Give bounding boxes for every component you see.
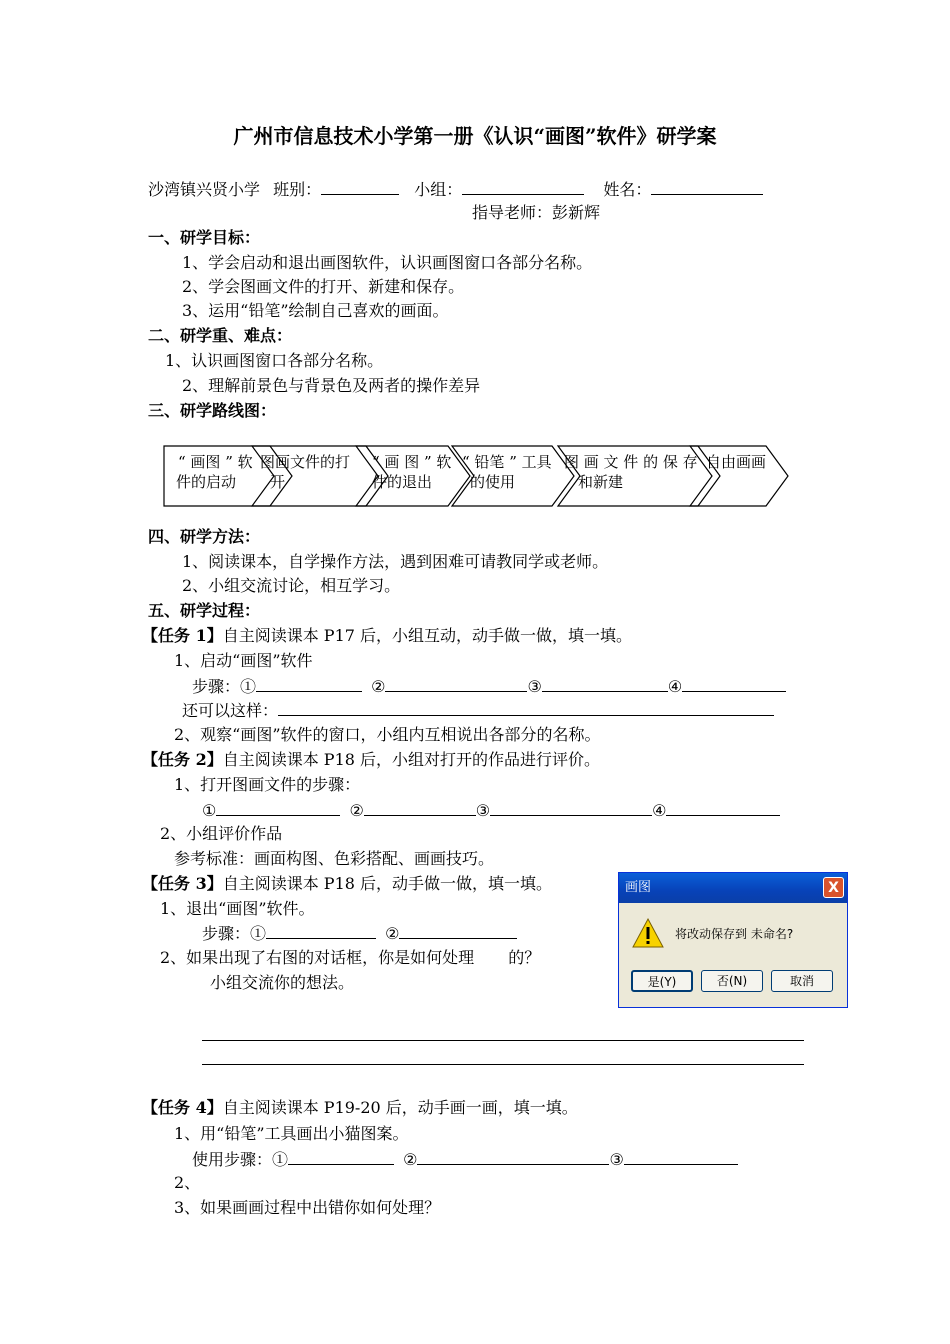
task2-step2-blank[interactable] bbox=[364, 799, 476, 816]
section2-item-2: 2、理解前景色与背景色及两者的操作差异 bbox=[182, 376, 481, 395]
task1-steps-label: 步骤： bbox=[192, 677, 241, 696]
flow-step-2-line1: 图画文件的打 bbox=[260, 453, 351, 471]
step-mark-2: ② bbox=[349, 801, 364, 820]
close-icon[interactable]: X bbox=[823, 877, 844, 898]
section1-item-3: 3、运用“铅笔”绘制自己喜欢的画面。 bbox=[182, 301, 449, 320]
step-mark-4: ④ bbox=[652, 801, 667, 820]
step-mark-2: ② bbox=[371, 677, 386, 696]
group-label: 小组： bbox=[414, 180, 463, 199]
yes-button[interactable]: 是(Y) bbox=[631, 970, 693, 992]
task1-item2: 2、观察“画图”软件的窗口，小组内互相说出各部分的名称。 bbox=[174, 725, 601, 744]
flow-step-3-line1: “ 画 图 ” 软 bbox=[372, 453, 452, 471]
section5-heading: 五、研学过程： bbox=[148, 601, 261, 620]
task3-item2 bbox=[160, 947, 540, 969]
dialog-message: 将改动保存到 未命名? bbox=[675, 927, 794, 941]
section1-item-1: 1、学会启动和退出画图软件，认识画图窗口各部分名称。 bbox=[182, 253, 593, 272]
task2-item1: 1、打开图画文件的步骤： bbox=[174, 775, 361, 794]
step-mark-2: ② bbox=[385, 924, 400, 943]
flow-step-4-line1: “ 铅笔 ” 工具 bbox=[462, 453, 552, 471]
task4-item2: 2、 bbox=[174, 1173, 201, 1192]
step-mark-4: ④ bbox=[667, 677, 683, 696]
dialog-title: 画图 bbox=[625, 880, 652, 895]
page-title: 广州市信息技术小学第一册《认识“画图”软件》研学案 bbox=[233, 124, 717, 148]
flow-step-1-line2: 件的启动 bbox=[176, 473, 237, 491]
task2-label: 【任务 2】 bbox=[142, 750, 223, 769]
task4-step1-blank[interactable] bbox=[288, 1148, 394, 1165]
section4-item-1: 1、阅读课本，自学操作方法，遇到困难可请教同学或老师。 bbox=[182, 552, 609, 571]
task4-item3: 3、如果画画过程中出错你如何处理？ bbox=[174, 1198, 441, 1217]
task4-step3-blank[interactable] bbox=[624, 1148, 738, 1165]
task1-also-blank[interactable] bbox=[278, 699, 774, 716]
name-label: 姓名： bbox=[603, 180, 652, 199]
step-mark-3: ③ bbox=[475, 801, 491, 820]
task4-text: 自主阅读课本 P19-20 后，动手画一画，填一填。 bbox=[222, 1098, 578, 1117]
task4-steps bbox=[192, 1148, 738, 1171]
task1-also-label: 还可以这样： bbox=[182, 701, 279, 720]
task2-steps bbox=[202, 799, 780, 822]
task1-text: 自主阅读课本 P17 后，小组互动，动手做一做，填一填。 bbox=[222, 626, 633, 645]
task2-text: 自主阅读课本 P18 后，小组对打开的作品进行评价。 bbox=[222, 750, 601, 769]
task1-line bbox=[142, 625, 632, 647]
step-mark-1: ① bbox=[250, 924, 267, 943]
cancel-button[interactable]: 取消 bbox=[771, 970, 833, 992]
task1-step2-blank[interactable] bbox=[385, 675, 527, 692]
step-mark-1: ① bbox=[240, 677, 257, 696]
task3-label: 【任务 3】 bbox=[142, 874, 223, 893]
flow-step-4-line2: 的使用 bbox=[470, 473, 516, 491]
task3-item2-end: 的？ bbox=[508, 948, 541, 967]
flow-step-2-line2: 开 bbox=[270, 473, 286, 491]
school-name: 沙湾镇兴贤小学 bbox=[148, 180, 261, 199]
task4-item1: 1、用“铅笔”工具画出小猫图案。 bbox=[174, 1124, 409, 1143]
step-mark-1: ① bbox=[272, 1150, 289, 1169]
task2-step3-blank[interactable] bbox=[490, 799, 652, 816]
answer-line-2[interactable] bbox=[202, 1064, 804, 1065]
task1-step4-blank[interactable] bbox=[682, 675, 786, 692]
no-button[interactable]: 否(N) bbox=[701, 970, 763, 992]
step-mark-3: ③ bbox=[527, 677, 542, 696]
task3-steps bbox=[202, 922, 517, 945]
header-line bbox=[148, 178, 763, 201]
task2-step4-blank[interactable] bbox=[666, 799, 780, 816]
route-diagram bbox=[160, 440, 800, 512]
flow-step-1-line1: “ 画图 ” 软 bbox=[178, 453, 253, 471]
task3-text: 自主阅读课本 P18 后，动手做一做，填一填。 bbox=[222, 874, 553, 893]
task1-step3-blank[interactable] bbox=[542, 675, 668, 692]
task3-step2-blank[interactable] bbox=[399, 922, 517, 939]
group-blank[interactable] bbox=[462, 178, 584, 195]
task1-label: 【任务 1】 bbox=[142, 626, 223, 645]
step-mark-1: ① bbox=[202, 801, 217, 820]
task1-also bbox=[182, 699, 774, 722]
step-mark-2: ② bbox=[403, 1150, 418, 1169]
task1-item1: 1、启动“画图”软件 bbox=[174, 651, 313, 670]
task3-item1: 1、退出“画图”软件。 bbox=[160, 899, 315, 918]
task3-steps-label: 步骤： bbox=[202, 924, 251, 943]
task2-line bbox=[142, 749, 600, 771]
save-dialog bbox=[618, 872, 848, 1008]
task3-line bbox=[142, 873, 552, 895]
task3-step1-blank[interactable] bbox=[266, 922, 376, 939]
teacher-name: 指导老师：彭新辉 bbox=[472, 203, 601, 222]
task4-line bbox=[142, 1097, 578, 1119]
task1-step1-blank[interactable] bbox=[256, 675, 362, 692]
flow-step-5-line1: 图 画 文 件 的 保 存 bbox=[564, 453, 698, 471]
task4-step2-blank[interactable] bbox=[417, 1148, 609, 1165]
flow-step-6-line1: 自由画画 bbox=[706, 453, 767, 471]
section4-item-2: 2、小组交流讨论，相互学习。 bbox=[182, 576, 401, 595]
section2-item-1: 1、认识画图窗口各部分名称。 bbox=[165, 351, 384, 370]
task3-item2-discuss: 小组交流你的想法。 bbox=[210, 973, 355, 992]
flow-step-5-line2: 和新建 bbox=[578, 473, 624, 491]
task4-label: 【任务 4】 bbox=[142, 1098, 223, 1117]
task2-criteria: 参考标准：画面构图、色彩搭配、画画技巧。 bbox=[174, 849, 495, 868]
task2-item2: 2、小组评价作品 bbox=[160, 824, 283, 843]
section4-heading: 四、研学方法： bbox=[148, 527, 261, 546]
flow-step-3-line2: 件的退出 bbox=[372, 473, 433, 491]
task1-steps bbox=[192, 675, 786, 698]
task4-steps-label: 使用步骤： bbox=[192, 1150, 273, 1169]
answer-line-1[interactable] bbox=[202, 1040, 804, 1041]
section3-heading: 三、研学路线图： bbox=[148, 401, 277, 420]
class-label: 班别： bbox=[273, 180, 322, 199]
warning-icon bbox=[631, 917, 665, 951]
section1-item-2: 2、学会图画文件的打开、新建和保存。 bbox=[182, 277, 465, 296]
dialog-titlebar bbox=[619, 873, 847, 903]
section1-heading: 一、研学目标： bbox=[148, 228, 261, 247]
section2-heading: 二、研学重、难点： bbox=[148, 326, 293, 345]
class-blank[interactable] bbox=[321, 178, 399, 195]
step-mark-3: ③ bbox=[609, 1150, 624, 1169]
task2-step1-blank[interactable] bbox=[216, 799, 340, 816]
task3-item2-text: 2、如果出现了右图的对话框，你是如何处理 bbox=[160, 948, 475, 967]
name-blank[interactable] bbox=[651, 178, 763, 195]
